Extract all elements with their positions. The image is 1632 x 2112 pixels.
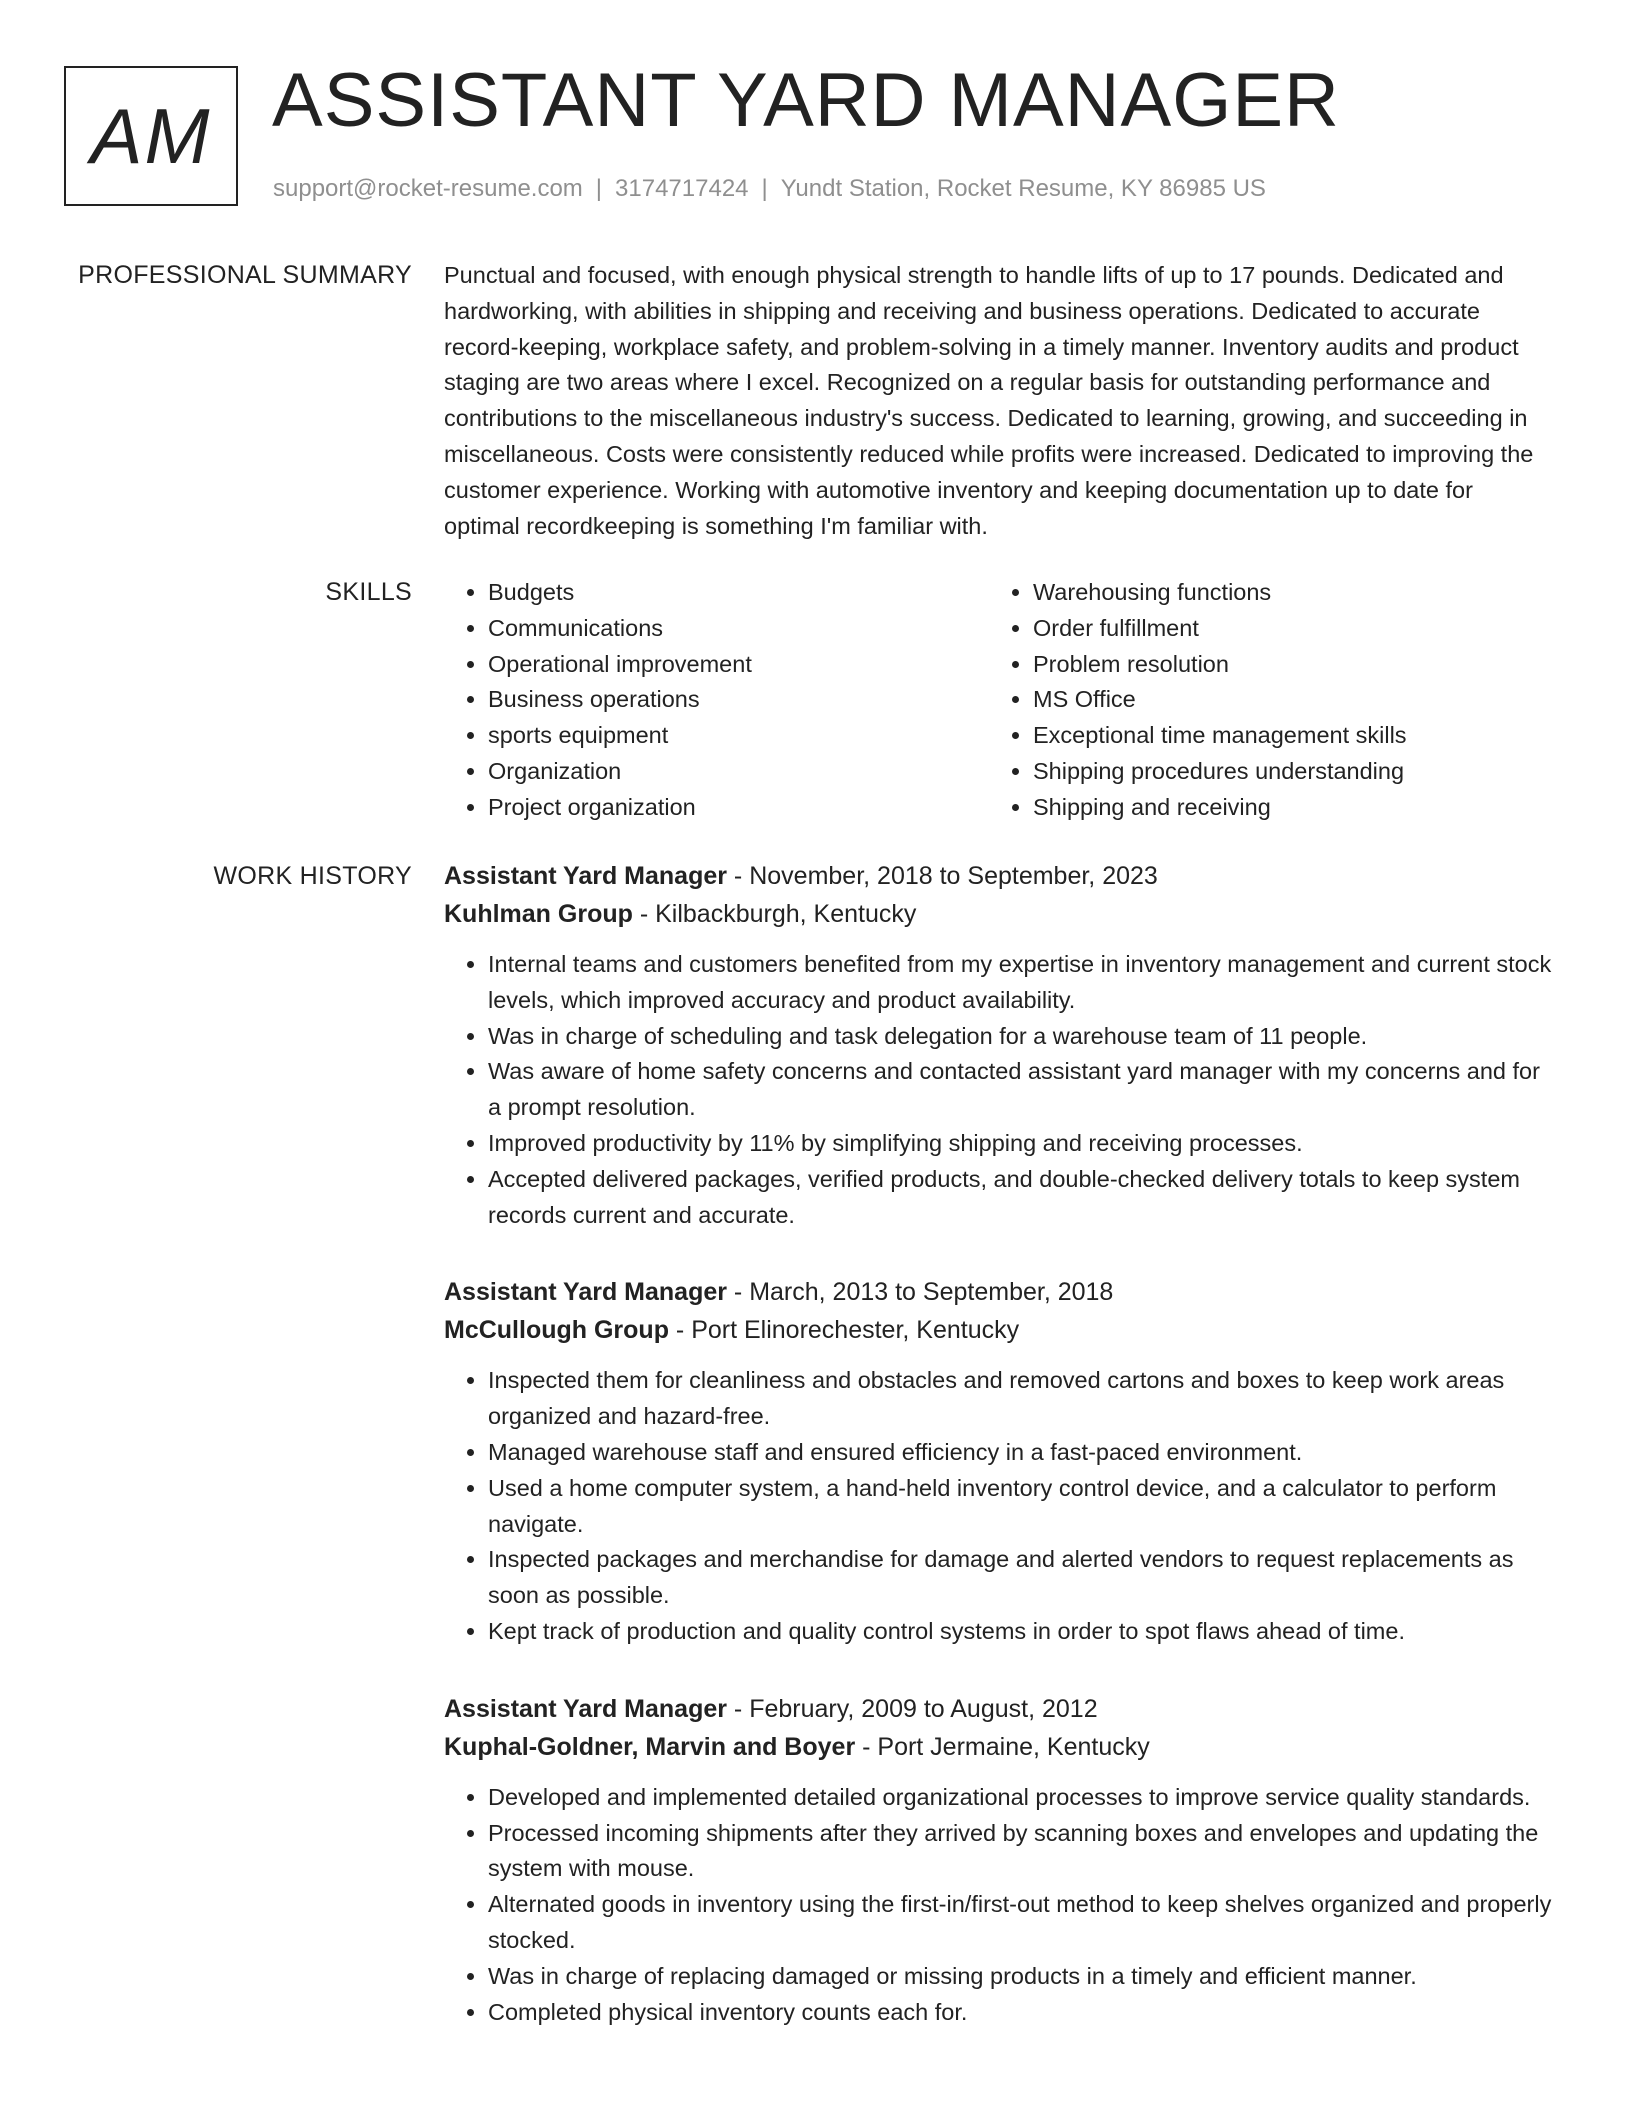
job-title: Assistant Yard Manager bbox=[444, 1694, 727, 1723]
job-bullet: • Was aware of home safety concerns and contacted assistant yard manager with my concerns and for a prompt resolution. bbox=[488, 1054, 1554, 1126]
contact-line bbox=[273, 172, 1266, 206]
job-bullet: • Was in charge of replacing damaged or missing products in a timely and efficient manner. bbox=[488, 1959, 1554, 1995]
skills-heading: SKILLS bbox=[325, 578, 412, 606]
job-bullet: • Used a home computer system, a hand-held inventory control device, and a calculator to perform navigate. bbox=[488, 1471, 1554, 1543]
skill-item: • Budgets bbox=[488, 575, 989, 611]
job-entry bbox=[444, 1273, 1554, 1649]
contact-phone: 3174717424 bbox=[615, 175, 749, 202]
skill-item: • Problem resolution bbox=[1033, 647, 1534, 683]
job-dash: - bbox=[726, 862, 750, 890]
skill-item: • Operational improvement bbox=[488, 647, 989, 683]
work-history-heading: WORK HISTORY bbox=[213, 862, 412, 890]
job-dash: - bbox=[726, 1694, 750, 1723]
job-bullets bbox=[444, 947, 1554, 1233]
job-dates: February, 2009 to August, 2012 bbox=[749, 1694, 1098, 1723]
job-location: Kilbackburgh, Kentucky bbox=[655, 900, 917, 928]
job-entry bbox=[444, 857, 1554, 1233]
job-bullets bbox=[444, 1780, 1554, 2031]
summary-heading: PROFESSIONAL SUMMARY bbox=[78, 261, 412, 289]
job-company-line bbox=[444, 1311, 1554, 1349]
skills-list-left bbox=[444, 575, 989, 826]
job-bullet: • Completed physical inventory counts each for. bbox=[488, 1995, 1554, 2031]
skill-item: • Shipping and receiving bbox=[1033, 790, 1534, 826]
job-dash: - bbox=[668, 1316, 692, 1345]
job-bullet: • Accepted delivered packages, verified products, and double-checked delivery totals to keep system records current and accurate. bbox=[488, 1162, 1554, 1234]
job-company: McCullough Group bbox=[444, 1316, 669, 1345]
summary-body bbox=[444, 258, 1554, 544]
skills-body bbox=[444, 575, 1554, 826]
summary-text: Punctual and focused, with enough physical strength to handle lifts of up to 17 pounds. Dedicated and hardworking, with abilities in shipping and receiving and business operations. Dedicated to accurate record-keeping, workplace safety, and problem-solving in a timely manner. Inventory audits and product staging are two areas where I excel. Recognized on a regular basis for outstanding performance and contributions to the miscellaneous industry's success. Dedicated to learning, growing, and succeeding in miscellaneous. Costs were consistently reduced while profits were increased. Dedicated to improving the customer experience. Working with automotive inventory and keeping documentation up to date for optimal recordkeeping is something I'm familiar with. bbox=[444, 262, 1534, 539]
skill-item: • sports equipment bbox=[488, 718, 989, 754]
contact-separator: | bbox=[761, 175, 768, 202]
job-dates: March, 2013 to September, 2018 bbox=[749, 1278, 1114, 1307]
job-dash: - bbox=[726, 1278, 750, 1307]
contact-email: support@rocket-resume.com bbox=[273, 175, 583, 202]
skill-item: • MS Office bbox=[1033, 682, 1534, 718]
job-bullet: • Inspected packages and merchandise for damage and alerted vendors to request replacements as soon as possible. bbox=[488, 1542, 1554, 1614]
job-dash: - bbox=[855, 1732, 878, 1761]
skill-item: • Project organization bbox=[488, 790, 989, 826]
job-bullet: • Inspected them for cleanliness and obstacles and removed cartons and boxes to keep work areas organized and hazard-free. bbox=[488, 1363, 1554, 1435]
skills-columns bbox=[444, 575, 1554, 826]
work-history-body bbox=[444, 857, 1554, 2070]
skills-list-right bbox=[989, 575, 1534, 826]
job-bullet: • Processed incoming shipments after they arrived by scanning boxes and envelopes and updating the system with mouse. bbox=[488, 1816, 1554, 1888]
job-title-line bbox=[444, 1273, 1554, 1311]
monogram-logo bbox=[64, 66, 238, 206]
job-company: Kuphal-Goldner, Marvin and Boyer bbox=[444, 1732, 856, 1761]
job-company-line bbox=[444, 1728, 1554, 1766]
job-dates: November, 2018 to September, 2023 bbox=[749, 862, 1158, 890]
job-bullet: • Was in charge of scheduling and task delegation for a warehouse team of 11 people. bbox=[488, 1019, 1554, 1055]
job-location: Port Elinorechester, Kentucky bbox=[691, 1316, 1020, 1345]
job-title-line bbox=[444, 857, 1554, 895]
monogram-initials: AM bbox=[90, 91, 212, 180]
skill-item: • Order fulfillment bbox=[1033, 611, 1534, 647]
skill-item: • Warehousing functions bbox=[1033, 575, 1534, 611]
job-bullet: • Improved productivity by 11% by simplifying shipping and receiving processes. bbox=[488, 1126, 1554, 1162]
job-title: Assistant Yard Manager bbox=[444, 1278, 727, 1307]
skill-item: • Exceptional time management skills bbox=[1033, 718, 1534, 754]
job-bullet: • Kept track of production and quality control systems in order to spot flaws ahead of time. bbox=[488, 1614, 1554, 1650]
skill-item: • Business operations bbox=[488, 682, 989, 718]
job-dash: - bbox=[632, 900, 656, 928]
job-title: Assistant Yard Manager bbox=[444, 862, 727, 890]
job-entry bbox=[444, 1690, 1554, 2031]
job-location: Port Jermaine, Kentucky bbox=[877, 1732, 1150, 1761]
skill-item: • Communications bbox=[488, 611, 989, 647]
job-bullets bbox=[444, 1363, 1554, 1649]
job-bullet: • Developed and implemented detailed organizational processes to improve service quality standards. bbox=[488, 1780, 1554, 1816]
job-bullet: • Alternated goods in inventory using the first-in/first-out method to keep shelves organized and properly stocked. bbox=[488, 1887, 1554, 1959]
job-bullet: • Internal teams and customers benefited from my expertise in inventory management and current stock levels, which improved accuracy and product availability. bbox=[488, 947, 1554, 1019]
skill-item: • Organization bbox=[488, 754, 989, 790]
job-title-line bbox=[444, 1690, 1554, 1728]
contact-separator: | bbox=[595, 175, 603, 202]
contact-address: Yundt Station, Rocket Resume, KY 86985 US bbox=[780, 175, 1266, 202]
job-company: Kuhlman Group bbox=[444, 900, 633, 928]
job-bullet: • Managed warehouse staff and ensured efficiency in a fast-paced environment. bbox=[488, 1435, 1554, 1471]
skill-item: • Shipping procedures understanding bbox=[1033, 754, 1534, 790]
job-company-line bbox=[444, 895, 1554, 933]
resume-title: ASSISTANT YARD MANAGER bbox=[272, 58, 1340, 143]
